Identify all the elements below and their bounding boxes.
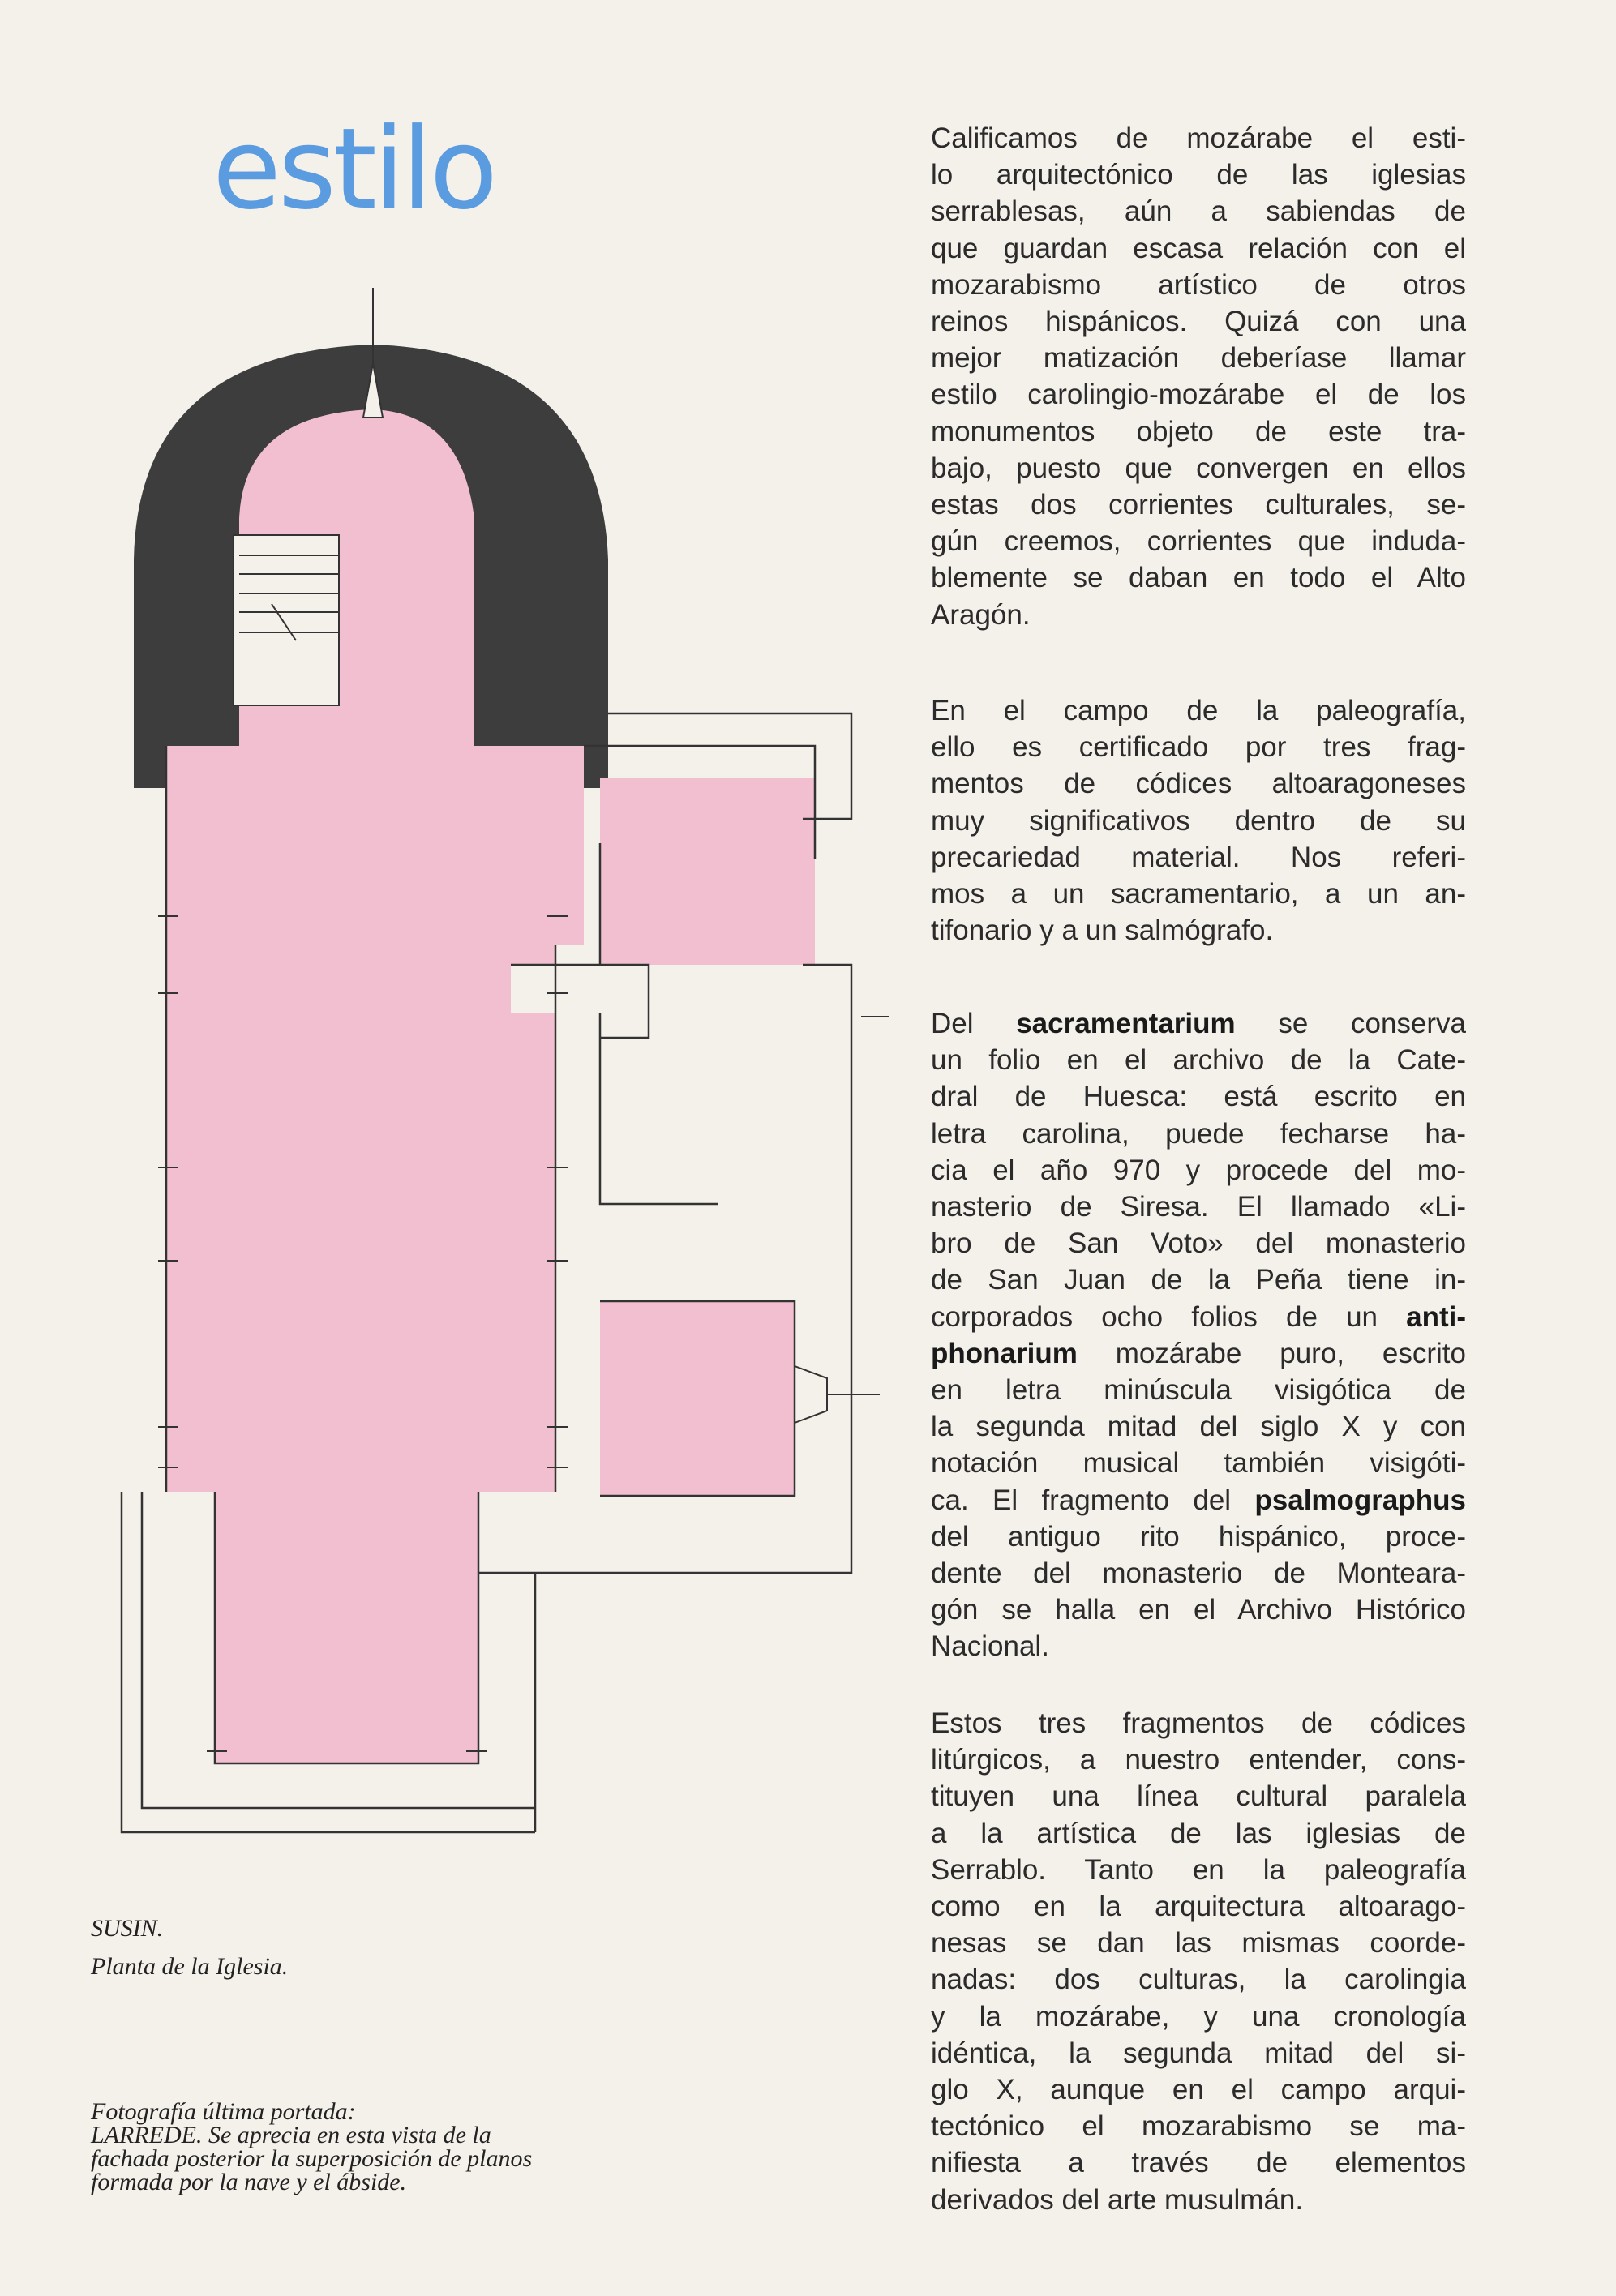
paragraph-4: [931, 1705, 1466, 2218]
text-line: a la artística de las iglesias de: [931, 1817, 1466, 1849]
text-line: En el campo de la paleografía,: [931, 695, 1466, 726]
text-line: cia el año 970 y procede del mo-: [931, 1154, 1466, 1186]
text-line: Del sacramentarium se conserva: [931, 1008, 1466, 1039]
plan-caption-place: SUSIN.: [91, 1915, 164, 1942]
cover-caption-line: formada por la nave y el ábside.: [91, 2169, 407, 2195]
text-line: nasterio de Siresa. El llamado «Li-: [931, 1191, 1466, 1223]
text-line: en letra minúscula visigótica de: [931, 1374, 1466, 1407]
text-line: monumentos objeto de este tra-: [931, 415, 1466, 448]
cover-caption-line: fachada posterior la superposición de planos: [91, 2145, 533, 2172]
text-line: phonarium mozárabe puro, escrito: [931, 1337, 1466, 1369]
cover-caption-line: LARREDE. Se aprecia en esta vista de la: [91, 2122, 491, 2148]
nave-fill: [166, 746, 584, 1763]
text-line: mejor matización deberíase llamar: [931, 342, 1466, 375]
text-line: Aragón.: [931, 598, 1031, 631]
paragraph-3: [931, 1005, 1466, 1665]
margin-dash: [861, 1016, 889, 1017]
text-line: tectónico el mozarabismo se ma-: [931, 2110, 1466, 2143]
text-line: Calificamos de mozárabe el esti-: [931, 122, 1466, 154]
emphasized-term: sacramentarium: [1016, 1008, 1236, 1039]
annex-upper: [600, 778, 815, 965]
stair-block: [234, 535, 339, 705]
text-line: Nacional.: [931, 1630, 1049, 1663]
cover-caption-heading: Fotografía última portada:: [91, 2098, 356, 2125]
text-line: mos a un sacramentario, a un an-: [931, 878, 1466, 910]
cover-photo-caption: [91, 2100, 707, 2194]
text-line: mozarabismo artístico de otros: [931, 268, 1466, 301]
text-line: letra carolina, puede fecharse ha-: [931, 1117, 1466, 1150]
east-doorway: [795, 1366, 880, 1423]
text-line: ello es certificado por tres frag-: [931, 731, 1466, 764]
text-line: bro de San Voto» del monasterio: [931, 1227, 1466, 1260]
text-line: un folio en el archivo de la Cate-: [931, 1044, 1466, 1077]
paragraph-2: [931, 692, 1466, 949]
text-line: blemente se daban en todo el Alto: [931, 562, 1466, 594]
page-title: estilo: [212, 104, 495, 234]
text-line: mentos de códices altoaragoneses: [931, 768, 1466, 800]
text-line: Estos tres fragmentos de códices: [931, 1707, 1466, 1739]
text-line: serrablesas, aún a sabiendas de: [931, 195, 1466, 228]
paragraph-1: [931, 120, 1466, 633]
text-line: glo X, aunque en el campo arqui-: [931, 2074, 1466, 2106]
text-line: precariedad material. Nos referi-: [931, 841, 1466, 873]
text-line: dente del monasterio de Monteara-: [931, 1557, 1466, 1590]
text-line: bajo, puesto que convergen en ellos: [931, 452, 1466, 484]
emphasized-term: psalmographus: [1254, 1484, 1466, 1516]
plan-caption: [91, 1909, 288, 1985]
text-line: estilo carolingio-mozárabe el de los: [931, 379, 1466, 411]
text-line: tifonario y a un salmógrafo.: [931, 915, 1274, 947]
text-line: nadas: dos culturas, la carolingia: [931, 1964, 1466, 1996]
text-line: ca. El fragmento del psalmographus: [931, 1484, 1466, 1516]
emphasized-term: phonarium: [931, 1337, 1078, 1369]
text-line: y la mozárabe, y una cronología: [931, 2000, 1466, 2033]
annex-lower: [600, 1301, 795, 1496]
text-line: idéntica, la segunda mitad del si-: [931, 2037, 1466, 2069]
text-line: tituyen una línea cultural paralela: [931, 1780, 1466, 1813]
side-room-2: [600, 981, 649, 1167]
text-line: de San Juan de la Peña tiene in-: [931, 1264, 1466, 1296]
plan-caption-description: Planta de la Iglesia.: [91, 1953, 289, 1980]
church-floor-plan: [97, 276, 908, 1848]
text-line: como en la arquitectura altoarago-: [931, 1891, 1466, 1923]
text-line: Serrablo. Tanto en la paleografía: [931, 1853, 1466, 1886]
text-line: que guardan escasa relación con el: [931, 232, 1466, 264]
text-line: derivados del arte musulmán.: [931, 2183, 1304, 2216]
text-line: estas dos corrientes culturales, se-: [931, 489, 1466, 521]
text-line: corporados ocho folios de un anti-: [931, 1300, 1466, 1333]
text-line: gún creemos, corrientes que induda-: [931, 525, 1466, 558]
text-line: muy significativos dentro de su: [931, 804, 1466, 837]
text-line: dral de Huesca: está escrito en: [931, 1081, 1466, 1113]
text-line: la segunda mitad del siglo X y con: [931, 1411, 1466, 1443]
text-line: litúrgicos, a nuestro entender, cons-: [931, 1744, 1466, 1776]
text-line: nifiesta a través de elementos: [931, 2147, 1466, 2179]
text-line: nesas se dan las mismas coorde-: [931, 1927, 1466, 1960]
text-line: del antiguo rito hispánico, proce-: [931, 1520, 1466, 1553]
text-line: gón se halla en el Archivo Histórico: [931, 1594, 1466, 1626]
text-line: lo arquitectónico de las iglesias: [931, 159, 1466, 191]
emphasized-term: anti-: [1406, 1300, 1466, 1333]
text-line: notación musical también visigóti-: [931, 1447, 1466, 1480]
text-line: reinos hispánicos. Quizá con una: [931, 306, 1466, 338]
